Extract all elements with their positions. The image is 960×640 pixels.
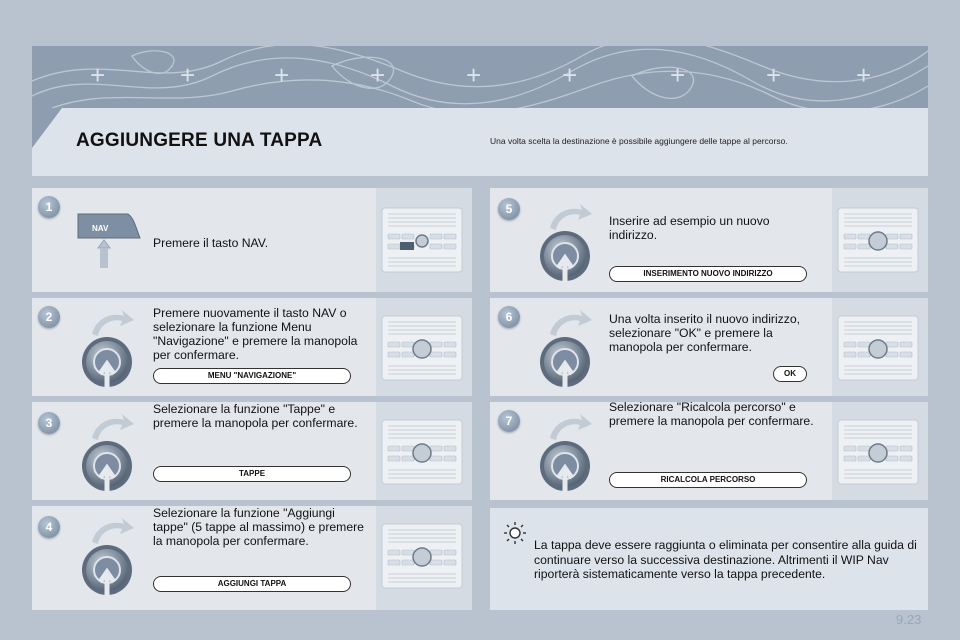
step-text: Selezionare la funzione "Aggiungi tappe" (5 tappe al massimo) e premere la manopola per confermare. bbox=[153, 506, 364, 548]
step-number-badge: 2 bbox=[38, 306, 60, 328]
intro-text: Una volta scelta la destinazione è possibile aggiungere delle tappe al percorso. bbox=[490, 136, 788, 146]
step-number-badge: 5 bbox=[498, 198, 520, 220]
step-text: Premere nuovamente il tasto NAV o selezionare la funzione Menu "Navigazione" e premere la manopola per confermare. bbox=[153, 306, 358, 362]
radio-unit-image bbox=[380, 314, 464, 382]
radio-unit-image bbox=[836, 206, 920, 274]
svg-text:+: + bbox=[466, 60, 482, 90]
step-text: Selezionare la funzione "Tappe" e premere la manopola per confermare. bbox=[153, 402, 358, 430]
radio-unit-image bbox=[836, 418, 920, 486]
rotary-knob-icon bbox=[78, 514, 136, 598]
contour-map-graphic bbox=[32, 46, 928, 108]
step-text: Inserire ad esempio un nuovo indirizzo. bbox=[609, 214, 770, 242]
menu-option-pill: TAPPE bbox=[153, 466, 351, 482]
header-banner bbox=[32, 46, 928, 108]
step-number-badge: 4 bbox=[38, 516, 60, 538]
step-number-badge: 3 bbox=[38, 412, 60, 434]
ok-option-pill: OK bbox=[773, 366, 807, 382]
svg-text:+: + bbox=[180, 60, 196, 90]
menu-option-pill: AGGIUNGI TAPPA bbox=[153, 576, 351, 592]
step-number-badge: 6 bbox=[498, 306, 520, 328]
rotary-knob-icon bbox=[536, 306, 594, 390]
radio-unit-image bbox=[836, 314, 920, 382]
svg-text:+: + bbox=[670, 60, 686, 90]
rotary-knob-icon bbox=[536, 410, 594, 494]
page-number: 9.23 bbox=[896, 612, 922, 627]
menu-option-pill: RICALCOLA PERCORSO bbox=[609, 472, 807, 488]
tip-text: La tappa deve essere raggiunta o eliminata per consentire alla guida di continuare verso la successiva destinazione. Altrimenti il WIP Nav riporterà sistematicamente verso la tappa precedente. bbox=[534, 538, 917, 581]
step-number-badge: 1 bbox=[38, 196, 60, 218]
svg-text:+: + bbox=[370, 60, 386, 90]
page-title: AGGIUNGERE UNA TAPPA bbox=[76, 130, 323, 151]
nav-button-icon bbox=[74, 208, 144, 272]
rotary-knob-icon bbox=[78, 306, 136, 390]
step-text: Una volta inserito il nuovo indirizzo, selezionare "OK" e premere la manopola per confermare. bbox=[609, 312, 801, 354]
svg-text:+: + bbox=[856, 60, 872, 90]
rotary-knob-icon bbox=[536, 200, 594, 284]
radio-unit-image bbox=[380, 522, 464, 590]
menu-option-pill: MENU "NAVIGAZIONE" bbox=[153, 368, 351, 384]
radio-unit-image bbox=[380, 206, 464, 274]
title-corner-shape bbox=[32, 108, 72, 176]
lightbulb-icon bbox=[504, 522, 526, 544]
svg-text:+: + bbox=[90, 60, 106, 90]
svg-text:+: + bbox=[274, 60, 290, 90]
step-number-badge: 7 bbox=[498, 410, 520, 432]
step-text: Selezionare "Ricalcola percorso" e premere la manopola per confermare. bbox=[609, 400, 814, 428]
nav-button-label: NAV bbox=[92, 224, 109, 233]
step-text: Premere il tasto NAV. bbox=[153, 236, 269, 250]
svg-text:+: + bbox=[766, 60, 782, 90]
rotary-knob-icon bbox=[78, 410, 136, 494]
menu-option-pill: INSERIMENTO NUOVO INDIRIZZO bbox=[609, 266, 807, 282]
svg-text:+: + bbox=[562, 60, 578, 90]
radio-unit-image bbox=[380, 418, 464, 486]
